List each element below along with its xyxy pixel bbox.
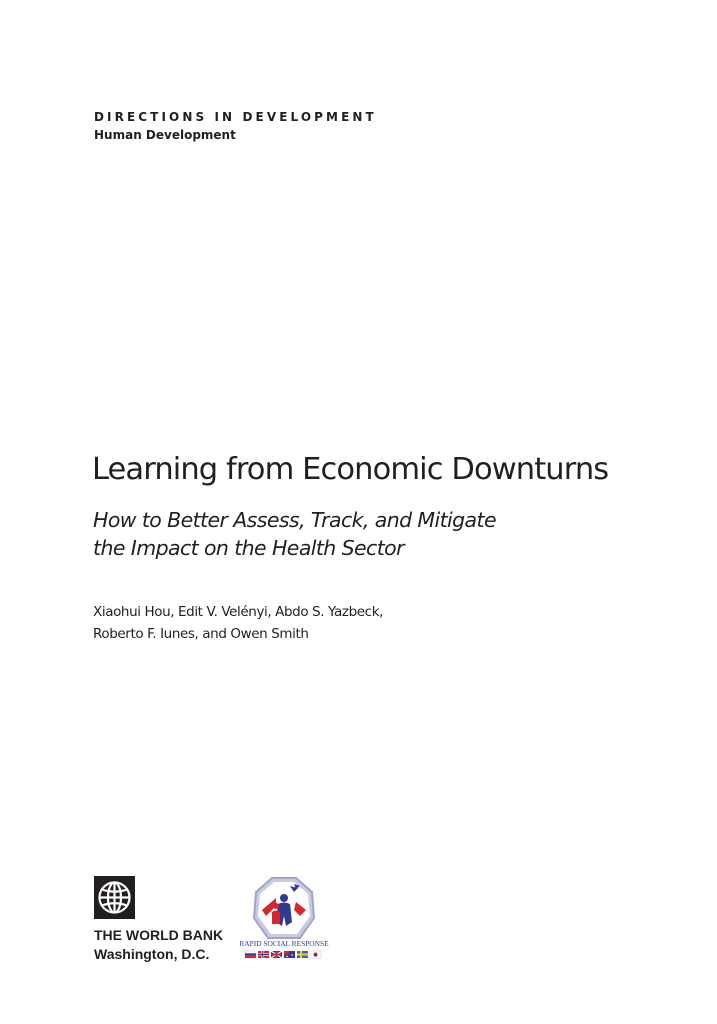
authors (93, 601, 383, 645)
australia-flag (284, 951, 295, 958)
series-name: DIRECTIONS IN DEVELOPMENT (94, 110, 377, 124)
series-subtitle: Human Development (94, 128, 236, 142)
russia-flag (245, 951, 256, 958)
book-title: Learning from Economic Downturns (92, 452, 609, 487)
uk-flag (271, 951, 282, 958)
subtitle-line: the Impact on the Health Sector (93, 536, 404, 560)
world-bank-globe-icon (94, 876, 135, 919)
publisher-name: THE WORLD BANK (94, 927, 224, 943)
publisher-place: Washington, D.C. (94, 946, 210, 962)
subtitle-line: How to Better Assess, Track, and Mitigate (93, 508, 496, 532)
author-line: Roberto F. Iunes, and Owen Smith (93, 626, 309, 642)
sweden-flag (297, 951, 308, 958)
donor-flags (245, 951, 321, 958)
rapid-social-response-emblem-icon (238, 876, 330, 962)
book-subtitle (93, 506, 496, 562)
korea-flag (310, 951, 321, 958)
author-line: Xiaohui Hou, Edit V. Velényi, Abdo S. Yazbeck, (93, 604, 384, 620)
norway-flag (258, 951, 269, 958)
partner-logo-label: RAPID SOCIAL RESPONSE (239, 939, 329, 948)
